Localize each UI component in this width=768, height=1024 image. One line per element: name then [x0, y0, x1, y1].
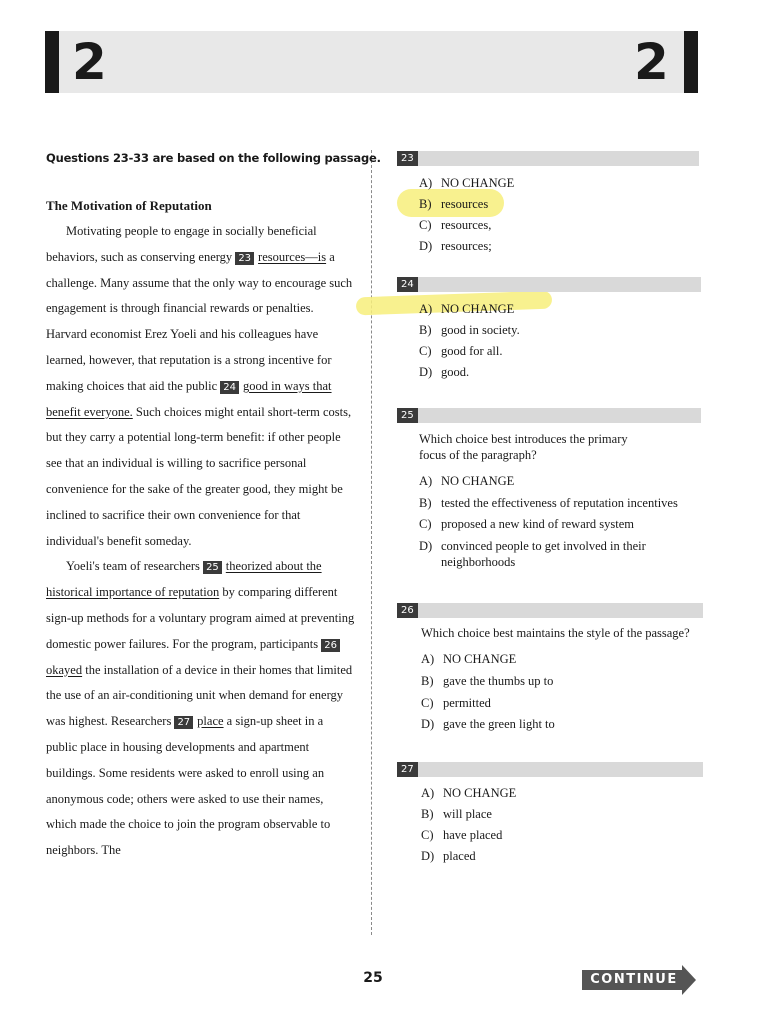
section-header: [45, 31, 698, 93]
question-marker-26[interactable]: 26: [321, 639, 340, 652]
answer-option[interactable]: [421, 651, 516, 667]
option-text: gave the green light to: [443, 717, 555, 731]
question-marker-25[interactable]: 25: [203, 561, 222, 574]
option-letter: D): [419, 239, 433, 253]
underlined-26[interactable]: okayed: [46, 662, 83, 677]
question-marker-27[interactable]: 27: [174, 716, 193, 729]
passage-text: Motivating people to engage in socially beneficial behaviors, such as conserving energy: [46, 224, 317, 264]
option-letter: A): [419, 302, 433, 316]
answer-option[interactable]: [419, 343, 502, 359]
option-letter: A): [421, 652, 435, 666]
question-number: 23: [397, 151, 418, 166]
option-text: NO CHANGE: [443, 652, 517, 666]
option-letter: B): [419, 496, 432, 510]
continue-button[interactable]: [582, 965, 695, 995]
answer-option[interactable]: [419, 322, 520, 338]
section-number-left: 2: [72, 33, 107, 91]
question-23-header: [397, 151, 699, 166]
answer-option[interactable]: [421, 848, 476, 864]
option-letter: C): [421, 828, 434, 842]
option-text: have placed: [443, 828, 503, 842]
passage-text: the installation of a device in their homes that limited the use of an air-conditioning unit when demand for energy was highest. Researchers: [46, 662, 353, 729]
option-text: proposed a new kind of reward system: [441, 517, 635, 531]
option-text: good.: [441, 365, 470, 379]
answer-option[interactable]: [419, 516, 634, 532]
answer-option[interactable]: [421, 673, 553, 689]
question-number: 24: [397, 277, 418, 292]
question-marker-23[interactable]: 23: [235, 252, 254, 265]
option-text: placed: [443, 849, 476, 863]
answer-option[interactable]: [419, 364, 469, 380]
question-25-header: [397, 408, 701, 423]
question-stem: Which choice best maintains the style of the passage?: [421, 626, 690, 640]
underlined-24[interactable]: good in ways that benefit everyone.: [46, 378, 332, 419]
option-text: NO CHANGE: [441, 176, 515, 190]
answer-option[interactable]: [419, 217, 491, 233]
underlined-27[interactable]: place: [197, 714, 224, 729]
answer-option[interactable]: [421, 827, 502, 843]
option-letter: B): [421, 807, 434, 821]
option-text: good for all.: [441, 344, 503, 358]
option-letter: C): [421, 696, 434, 710]
question-27-header: [397, 762, 703, 777]
passage-text: Yoeli's team of researchers: [66, 559, 200, 574]
option-letter: B): [419, 197, 432, 211]
column-divider: [371, 150, 372, 935]
answer-option[interactable]: [419, 238, 492, 254]
answer-option[interactable]: [419, 538, 646, 554]
option-text: NO CHANGE: [441, 302, 515, 316]
option-letter: C): [419, 344, 432, 358]
passage-text: a sign-up sheet in a public place in housing developments and apartment buildings. Some residents were asked to enroll using an anonymous code; others were asked to use their names, which made the choice to join the program observable to neighbors. The: [46, 714, 331, 858]
option-letter: C): [419, 517, 432, 531]
option-text: tested the effectiveness of reputation incentives: [441, 496, 678, 510]
passage-text: a challenge. Many assume that the only way to encourage such engagement is through financial rewards or penalties. Harvard economist Erez Yoeli and his colleagues have learned, however, that reputation is a strong incentive for making choices that aid the public: [46, 249, 353, 393]
option-text: NO CHANGE: [441, 474, 515, 488]
option-text: good in society.: [441, 323, 520, 337]
answer-option[interactable]: [419, 495, 678, 511]
passage-paragraph-2: [46, 554, 356, 864]
passage-text: by comparing different sign-up methods for a voluntary program aimed at preventing domestic power failures. For the program, participants: [46, 585, 355, 651]
header-bar-right: [684, 31, 698, 93]
option-text-continued: neighborhoods: [441, 555, 516, 569]
passage-text: Such choices might entail short-term costs, but they carry a potential long-term benefit: if other people see that an individual is willing to sacrifice personal convenience for the sake of the greater good, they might be inclined to sacrifice their own convenience for that individual's benefit someday.: [46, 404, 352, 548]
option-letter: C): [419, 218, 432, 232]
continue-label: CONTINUE: [590, 972, 678, 987]
option-letter: B): [421, 674, 434, 688]
question-stem: Which choice best introduces the primary: [419, 432, 628, 446]
question-marker-24[interactable]: 24: [220, 381, 239, 394]
option-text: gave the thumbs up to: [443, 674, 554, 688]
answer-option[interactable]: [421, 806, 492, 822]
page-number: 25: [363, 970, 383, 986]
option-letter: A): [419, 176, 433, 190]
passage-intro: Questions 23-33 are based on the following passage.: [46, 151, 381, 165]
passage-paragraph-1: [46, 219, 356, 554]
option-letter: B): [419, 323, 432, 337]
answer-option[interactable]: [419, 175, 514, 191]
option-text: resources;: [441, 239, 492, 253]
option-text: NO CHANGE: [443, 786, 517, 800]
header-bar-left: [45, 31, 59, 93]
option-letter: D): [419, 539, 433, 553]
answer-option[interactable]: [419, 301, 514, 317]
option-letter: A): [419, 474, 433, 488]
option-text: permitted: [443, 696, 491, 710]
answer-option[interactable]: [421, 716, 555, 732]
answer-option[interactable]: [421, 695, 491, 711]
underlined-23[interactable]: resources—is: [258, 249, 327, 264]
question-number: 27: [397, 762, 418, 777]
question-number: 26: [397, 603, 418, 618]
underlined-25[interactable]: theorized about the historical importance of reputation: [46, 559, 322, 600]
option-text: resources: [441, 197, 489, 211]
question-stem: focus of the paragraph?: [419, 448, 537, 462]
option-letter: A): [421, 786, 435, 800]
option-letter: D): [419, 365, 433, 379]
option-text: will place: [443, 807, 492, 821]
answer-option[interactable]: [419, 196, 488, 212]
passage-body: [46, 219, 356, 864]
option-letter: D): [421, 717, 435, 731]
option-text: convinced people to get involved in their: [441, 539, 646, 553]
answer-option[interactable]: [419, 473, 514, 489]
passage-title: The Motivation of Reputation: [46, 198, 212, 213]
option-text: resources,: [441, 218, 492, 232]
question-number: 25: [397, 408, 418, 423]
answer-option[interactable]: [421, 785, 516, 801]
section-number-right: 2: [634, 33, 669, 91]
question-26-header: [397, 603, 703, 618]
question-24-header: [397, 277, 701, 292]
option-letter: D): [421, 849, 435, 863]
